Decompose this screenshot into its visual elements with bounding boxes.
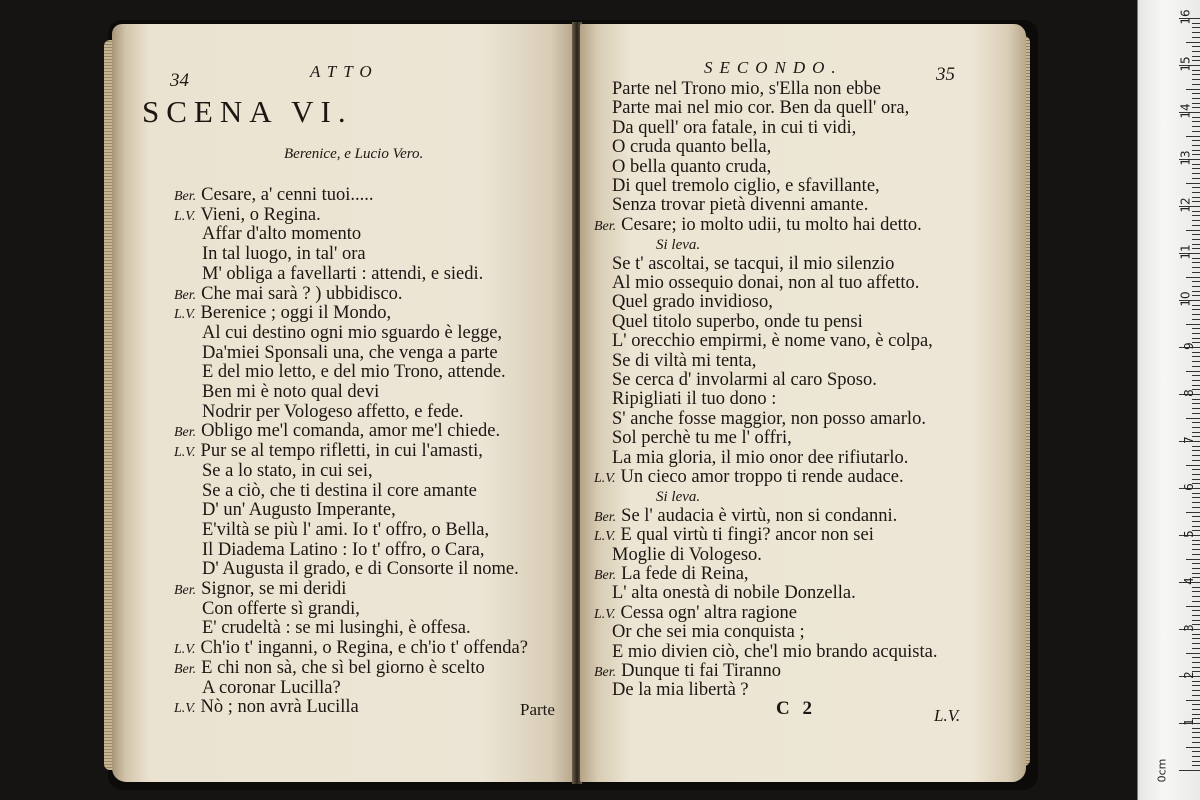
- ruler-tick: [1192, 56, 1200, 57]
- ruler-tick: [1186, 371, 1200, 372]
- speaker-label: Ber.: [174, 189, 197, 204]
- ruler-tick: [1192, 761, 1200, 762]
- ruler-tick: [1192, 709, 1200, 710]
- ruler-tick: [1192, 690, 1200, 691]
- verse-text: Senza trovar pietà divenni amante.: [612, 195, 869, 216]
- verse-text: Se cerca d' involarmi al caro Sposo.: [612, 370, 877, 390]
- verse-text: Nò ; non avrà Lucilla: [200, 697, 359, 718]
- ruler-tick: [1186, 512, 1200, 513]
- ruler-tick: [1192, 32, 1200, 33]
- ruler-tick: [1192, 620, 1200, 621]
- ruler-tick: [1192, 93, 1200, 94]
- verse-line: [594, 214, 922, 238]
- ruler-tick: [1192, 164, 1200, 165]
- ruler-tick: [1192, 380, 1200, 381]
- verse-line: [202, 322, 502, 344]
- verse-text: O cruda quanto bella,: [612, 137, 772, 158]
- ruler-tick: [1192, 526, 1200, 527]
- ruler-tick: [1192, 309, 1200, 310]
- ruler-tick: [1192, 591, 1200, 592]
- ruler-tick: [1192, 154, 1200, 155]
- verse-line: [202, 539, 484, 561]
- verse-text: Da quell' ora fatale, in cui ti vidi,: [612, 117, 857, 138]
- ruler-tick: [1192, 220, 1200, 221]
- ruler-tick: [1192, 493, 1200, 494]
- ruler-tick: [1186, 230, 1200, 231]
- ruler-tick: [1192, 742, 1200, 743]
- ruler-tick: [1186, 700, 1200, 701]
- verse-text: Moglie di Vologeso.: [612, 544, 762, 565]
- ruler-tick: [1192, 131, 1200, 132]
- ruler-tick: [1192, 352, 1200, 353]
- ruler-tick: [1192, 60, 1200, 61]
- ruler-tick: [1186, 418, 1200, 419]
- stage-direction: Si leva.: [656, 237, 701, 254]
- ruler-tick: [1186, 277, 1200, 278]
- ruler-tick: [1192, 427, 1200, 428]
- ruler-tick: [1192, 516, 1200, 517]
- ruler-number: 11: [1178, 244, 1193, 260]
- verse-text: Cesare; io molto udii, tu molto hai detto.: [621, 214, 922, 235]
- ruler-tick: [1192, 215, 1200, 216]
- ruler-tick: [1192, 638, 1200, 639]
- ruler-tick: [1192, 695, 1200, 696]
- verse-text: E del mio letto, e del mio Trono, attende.: [202, 362, 506, 383]
- verse-text: Ch'io t' inganni, o Regina, e ch'io t' offenda?: [200, 638, 528, 659]
- ruler-tick: [1192, 281, 1200, 282]
- ruler-tick: [1192, 150, 1200, 151]
- verse-line: [202, 558, 519, 580]
- verse-line: [202, 223, 361, 245]
- ruler-tick: [1192, 474, 1200, 475]
- ruler-tick: [1192, 201, 1200, 202]
- ruler-tick: [1192, 74, 1200, 75]
- left-page: [112, 24, 574, 782]
- ruler-tick: [1192, 356, 1200, 357]
- verse-line: [202, 243, 366, 265]
- ruler-tick: [1192, 103, 1200, 104]
- verse-line: [612, 679, 749, 701]
- verse-text: Vieni, o Regina.: [200, 204, 321, 225]
- ruler-tick: [1192, 375, 1200, 376]
- ruler-tick: [1186, 183, 1200, 184]
- ruler-tick: [1192, 615, 1200, 616]
- verse-line: [594, 466, 904, 490]
- speaker-label: L.V.: [174, 701, 196, 717]
- ruler-tick: [1192, 366, 1200, 367]
- ruler-number: 13: [1178, 150, 1193, 166]
- ruler-tick: [1186, 465, 1200, 466]
- ruler-tick: [1192, 544, 1200, 545]
- ruler-tick: [1192, 657, 1200, 658]
- ruler-tick: [1192, 450, 1200, 451]
- ruler-tick: [1192, 601, 1200, 602]
- ruler-tick: [1192, 121, 1200, 122]
- verse-text: Obligo me'l comanda, amor me'l chiede.: [201, 421, 501, 442]
- verse-text: Cessa ogn' altra ragione: [620, 602, 798, 623]
- verse-text: L' orecchio empirmi, è nome vano, è colpa,: [612, 331, 933, 352]
- ruler-tick: [1192, 51, 1200, 52]
- ruler-tick: [1192, 258, 1200, 259]
- verse-text: Cesare, a' cenni tuoi.....: [201, 185, 374, 205]
- ruler-tick: [1192, 408, 1200, 409]
- ruler-tick: [1192, 549, 1200, 550]
- right-page: [580, 24, 1026, 782]
- ruler-tick: [1192, 286, 1200, 287]
- ruler-tick: [1192, 413, 1200, 414]
- speaker-label: Ber.: [594, 665, 617, 680]
- verse-text: Nodrir per Vologeso affetto, e fede.: [202, 401, 464, 422]
- scene-title: SCENA VI.: [142, 94, 353, 129]
- ruler-tick: [1192, 333, 1200, 334]
- ruler-tick: [1192, 455, 1200, 456]
- verse-text: S' anche fosse maggior, non posso amarlo.: [612, 408, 926, 429]
- speaker-label: Ber.: [594, 218, 617, 234]
- ruler-tick: [1192, 714, 1200, 715]
- right-page-number: 35: [936, 64, 955, 85]
- verse-text: E'viltà se più l' ami. Io t' offro, o Bella,: [202, 519, 490, 540]
- ruler-tick: [1192, 248, 1200, 249]
- ruler-tick: [1192, 610, 1200, 611]
- verse-text: Quel titolo superbo, onde tu pensi: [612, 311, 863, 332]
- ruler-tick: [1192, 728, 1200, 729]
- ruler-tick: [1192, 737, 1200, 738]
- verse-text: Al mio ossequio donai, non al tuo affetto.: [612, 273, 920, 293]
- verse-text: Parte mai nel mio cor. Ben da quell' ora,: [612, 98, 910, 119]
- verse-line: [202, 342, 498, 364]
- ruler-tick: [1192, 46, 1200, 47]
- ruler-tick: [1192, 192, 1200, 193]
- speaker-label: Ber.: [174, 425, 197, 441]
- verse-text: E mio divien ciò, che'l mio brando acquista.: [612, 641, 938, 662]
- verse-line: [202, 499, 396, 521]
- verse-text: De la mia libertà ?: [612, 680, 749, 701]
- ruler-tick: [1192, 563, 1200, 564]
- verse-line: [202, 480, 477, 502]
- ruler-tick: [1192, 502, 1200, 503]
- ruler-tick: [1192, 27, 1200, 28]
- ruler-number: 2: [1182, 671, 1197, 679]
- ruler-tick: [1192, 107, 1200, 108]
- ruler-number: 12: [1178, 197, 1193, 213]
- verse-text: M' obliga a favellarti : attendi, e siedi.: [202, 263, 484, 284]
- speaker-label: L.V.: [594, 471, 616, 486]
- ruler-tick: [1192, 361, 1200, 362]
- verse-text: Di quel tremolo ciglio, e sfavillante,: [612, 176, 880, 196]
- ruler-tick: [1192, 23, 1200, 24]
- ruler-number: 8: [1182, 389, 1197, 397]
- ruler-tick: [1192, 479, 1200, 480]
- ruler-tick: [1192, 98, 1200, 99]
- speaker-label: Ber.: [594, 509, 617, 525]
- verse-text: D' un' Augusto Imperante,: [202, 500, 396, 521]
- speaker-label: L.V.: [174, 208, 196, 224]
- ruler-tick: [1192, 267, 1200, 268]
- stage-direction: Si leva.: [656, 489, 701, 506]
- speaker-label: Ber.: [174, 287, 197, 303]
- verse-line: [202, 361, 506, 383]
- ruler-tick: [1192, 540, 1200, 541]
- ruler-tick: [1186, 42, 1200, 43]
- ruler-tick: [1192, 140, 1200, 141]
- verse-text: Se a ciò, che ti destina il core amante: [202, 480, 477, 501]
- verse-text: Affar d'alto momento: [202, 224, 362, 245]
- verse-text: E' crudeltà : se mi lusinghi, è offesa.: [202, 618, 471, 639]
- speaker-label: Ber.: [174, 661, 197, 677]
- ruler-tick: [1192, 244, 1200, 245]
- ruler-tick: [1192, 37, 1200, 38]
- ruler-tick: [1192, 460, 1200, 461]
- ruler-tick: [1192, 211, 1200, 212]
- ruler-number: 1: [1182, 718, 1197, 726]
- ruler-tick: [1192, 295, 1200, 296]
- verse-text: Se t' ascoltai, se tacqui, il mio silenzio: [612, 253, 895, 274]
- verse-text: Se l' audacia è virtù, non si condanni.: [621, 505, 898, 526]
- ruler-tick: [1192, 596, 1200, 597]
- verse-line: [174, 696, 359, 720]
- left-page-number: 34: [170, 70, 189, 91]
- verse-text: O bella quanto cruda,: [612, 156, 772, 177]
- ruler-tick: [1192, 187, 1200, 188]
- right-running-head: SECONDO.: [704, 58, 843, 77]
- verse-text: Parte nel Trono mio, s'Ella non ebbe: [612, 79, 881, 99]
- ruler-number: 3: [1182, 624, 1197, 632]
- verse-text: D' Augusta il grado, e di Consorte il nome.: [202, 559, 519, 580]
- ruler-tick: [1192, 469, 1200, 470]
- verse-text: La mia gloria, il mio onor dee rifiutarlo.: [612, 447, 909, 468]
- ruler-tick: [1192, 234, 1200, 235]
- ruler-tick: [1192, 168, 1200, 169]
- ruler-tick: [1186, 747, 1200, 748]
- measurement-ruler: [1137, 0, 1200, 800]
- ruler-tick: [1192, 662, 1200, 663]
- ruler-tick: [1192, 643, 1200, 644]
- ruler-tick: [1192, 667, 1200, 668]
- ruler-tick: [1192, 732, 1200, 733]
- verse-text: E qual virtù ti fingi? ancor non sei: [620, 525, 874, 546]
- ruler-tick: [1186, 136, 1200, 137]
- verse-text: Da'miei Sponsali una, che venga a parte: [202, 342, 498, 363]
- right-catchword: L.V.: [934, 706, 961, 725]
- ruler-tick: [1192, 145, 1200, 146]
- verse-text: Signor, se mi deridi: [201, 579, 347, 599]
- ruler-number: 15: [1178, 56, 1193, 72]
- ruler-number: 4: [1182, 577, 1197, 585]
- speaker-label: Ber.: [594, 568, 617, 583]
- verse-text: Se di viltà mi tenta,: [612, 350, 757, 371]
- verse-text: Quel grado invidioso,: [612, 292, 773, 313]
- verse-text: Il Diadema Latino : Io t' offro, o Cara,: [202, 539, 485, 560]
- speaker-label: L.V.: [594, 606, 616, 622]
- verse-text: Che mai sarà ? ) ubbidisco.: [201, 283, 403, 304]
- verse-text: Pur se al tempo rifletti, in cui l'amasti,: [200, 441, 483, 462]
- ruler-tick: [1186, 606, 1200, 607]
- ruler-tick: [1192, 756, 1200, 757]
- verse-line: [202, 381, 379, 403]
- ruler-tick: [1186, 324, 1200, 325]
- left-running-head: ATTO: [310, 62, 379, 81]
- verse-text: E chi non sà, che sì bel giorno è scelto: [201, 657, 485, 678]
- ruler-number: 10: [1178, 291, 1193, 307]
- verse-line: [202, 401, 464, 423]
- ruler-tick: [1192, 197, 1200, 198]
- ruler-tick: [1192, 521, 1200, 522]
- ruler-tick: [1186, 559, 1200, 560]
- verse-line: [202, 598, 360, 620]
- ruler-tick: [1192, 751, 1200, 752]
- scene-characters: Berenice, e Lucio Vero.: [284, 146, 424, 162]
- verse-text: Con offerte sì grandi,: [202, 598, 360, 619]
- ruler-tick: [1192, 554, 1200, 555]
- ruler-unit-label: 0cm: [1155, 758, 1169, 783]
- ruler-tick: [1192, 262, 1200, 263]
- ruler-tick: [1192, 681, 1200, 682]
- verse-text: La fede di Reina,: [621, 564, 749, 584]
- ruler-tick: [1192, 399, 1200, 400]
- verse-text: Or che sei mia conquista ;: [612, 622, 805, 643]
- ruler-tick: [1192, 314, 1200, 315]
- verse-text: Se a lo stato, in cui sei,: [202, 460, 373, 481]
- ruler-tick: [1192, 507, 1200, 508]
- verse-text: L' alta onestà di nobile Donzella.: [612, 583, 856, 604]
- ruler-tick: [1192, 568, 1200, 569]
- ruler-number: 16: [1178, 9, 1193, 25]
- ruler-number: 5: [1182, 530, 1197, 538]
- ruler-tick: [1192, 319, 1200, 320]
- ruler-tick: [1192, 272, 1200, 273]
- speaker-label: Ber.: [174, 583, 197, 598]
- ruler-tick: [1192, 765, 1200, 766]
- left-catchword: Parte: [520, 700, 555, 719]
- ruler-tick: [1192, 126, 1200, 127]
- ruler-tick: [1192, 685, 1200, 686]
- ruler-tick: [1192, 338, 1200, 339]
- ruler-tick: [1192, 305, 1200, 306]
- ruler-tick: [1192, 239, 1200, 240]
- ruler-tick: [1192, 291, 1200, 292]
- ruler-tick: [1179, 770, 1200, 771]
- ruler-tick: [1186, 653, 1200, 654]
- ruler-tick: [1192, 432, 1200, 433]
- speaker-label: L.V.: [174, 642, 196, 658]
- speaker-label: L.V.: [594, 529, 616, 545]
- ruler-tick: [1192, 446, 1200, 447]
- ruler-tick: [1192, 587, 1200, 588]
- ruler-tick: [1192, 79, 1200, 80]
- ruler-tick: [1192, 385, 1200, 386]
- signature-mark: C 2: [776, 698, 816, 719]
- ruler-tick: [1192, 178, 1200, 179]
- ruler-tick: [1192, 225, 1200, 226]
- ruler-number: 14: [1178, 103, 1193, 119]
- verse-text: Sol perchè tu me l' offri,: [612, 428, 792, 449]
- verse-line: [202, 519, 489, 541]
- verse-text: Un cieco amor troppo ti rende audace.: [620, 467, 904, 487]
- verse-text: Ripigliati il tuo dono :: [612, 389, 777, 410]
- ruler-number: 6: [1182, 483, 1197, 491]
- verse-text: Dunque ti fai Tiranno: [621, 661, 781, 681]
- ruler-tick: [1192, 422, 1200, 423]
- verse-text: Ben mi è noto qual devi: [202, 382, 380, 402]
- verse-line: [202, 617, 471, 639]
- verse-text: Berenice ; oggi il Mondo,: [200, 303, 392, 324]
- verse-line: [202, 677, 341, 699]
- ruler-tick: [1192, 403, 1200, 404]
- ruler-number: 7: [1182, 436, 1197, 444]
- ruler-tick: [1192, 648, 1200, 649]
- verse-text: A coronar Lucilla?: [202, 677, 341, 698]
- speaker-label: L.V.: [174, 307, 196, 323]
- ruler-number: 9: [1182, 342, 1197, 350]
- verse-text: In tal luogo, in tal' ora: [202, 244, 366, 265]
- ruler-tick: [1186, 89, 1200, 90]
- ruler-tick: [1192, 634, 1200, 635]
- ruler-tick: [1192, 117, 1200, 118]
- ruler-tick: [1192, 704, 1200, 705]
- verse-line: [202, 460, 373, 482]
- ruler-tick: [1192, 173, 1200, 174]
- ruler-tick: [1192, 70, 1200, 71]
- verse-text: Al cui destino ogni mio sguardo è legge,: [202, 322, 503, 343]
- speaker-label: L.V.: [174, 445, 196, 461]
- ruler-tick: [1192, 573, 1200, 574]
- ruler-tick: [1192, 328, 1200, 329]
- ruler-tick: [1192, 497, 1200, 498]
- ruler-tick: [1192, 84, 1200, 85]
- verse-line: [202, 263, 483, 285]
